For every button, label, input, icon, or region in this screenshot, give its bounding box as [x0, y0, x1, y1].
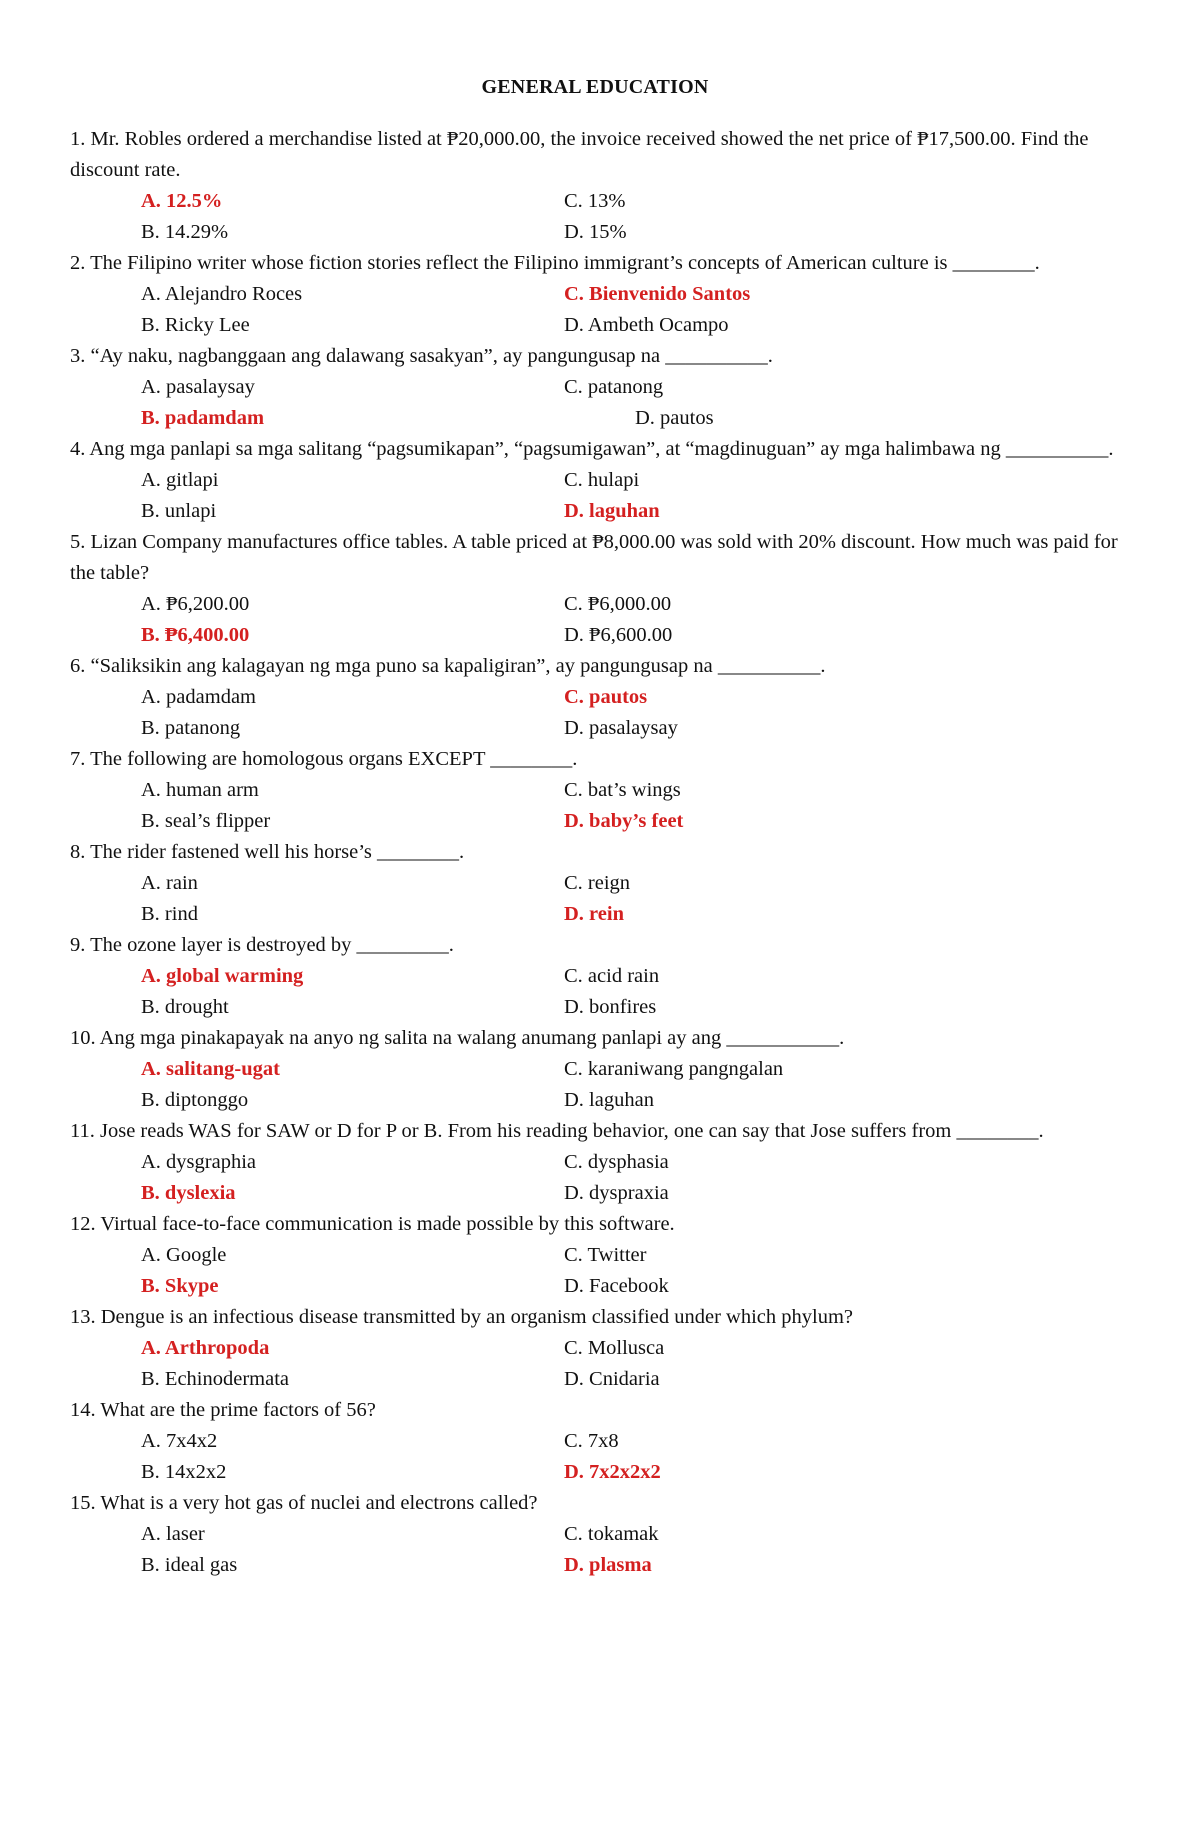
option-c: C. 7x8 — [564, 1430, 619, 1452]
question-text: 2. The Filipino writer whose fiction stories reflect the Filipino immigrant’s concepts of American culture is ________. — [70, 252, 1040, 274]
option-b: B. unlapi — [141, 500, 217, 522]
question-text: 1. Mr. Robles ordered a merchandise listed at ₱20,000.00, the invoice received showed the net price of ₱17,500.00. Find the discount rate. — [70, 128, 1089, 181]
option-c: C. dysphasia — [564, 1151, 669, 1173]
option-b-correct: B. ₱6,400.00 — [141, 624, 250, 646]
option-d: D. ₱6,600.00 — [564, 624, 673, 646]
answer-options — [70, 961, 1120, 1023]
option-a: A. Google — [141, 1244, 227, 1266]
option-c: C. Mollusca — [564, 1337, 665, 1359]
option-a: A. ₱6,200.00 — [141, 593, 250, 615]
question-8 — [70, 837, 1120, 930]
question-list — [70, 124, 1120, 1581]
option-a: A. pasalaysay — [141, 376, 255, 398]
option-b-correct: B. dyslexia — [141, 1182, 236, 1204]
question-9 — [70, 930, 1120, 1023]
option-d: D. Ambeth Ocampo — [564, 314, 729, 336]
option-d: D. dyspraxia — [564, 1182, 669, 1204]
option-d: D. Facebook — [564, 1275, 669, 1297]
option-a: A. 7x4x2 — [141, 1430, 218, 1452]
option-d: D. pasalaysay — [564, 717, 678, 739]
option-b: B. Ricky Lee — [141, 314, 250, 336]
question-13 — [70, 1302, 1120, 1395]
option-b-correct: B. padamdam — [141, 407, 265, 429]
answer-options — [70, 1426, 1120, 1488]
question-7 — [70, 744, 1120, 837]
answer-options — [70, 682, 1120, 744]
option-c: C. reign — [564, 872, 631, 894]
option-c: C. patanong — [564, 376, 664, 398]
answer-options — [70, 1240, 1120, 1302]
question-text: 8. The rider fastened well his horse’s ________. — [70, 841, 465, 863]
answer-options — [70, 1147, 1120, 1209]
option-b: B. rind — [141, 903, 198, 925]
option-a: A. human arm — [141, 779, 259, 801]
option-b: B. Echinodermata — [141, 1368, 290, 1390]
question-3 — [70, 341, 1120, 434]
question-text: 5. Lizan Company manufactures office tables. A table priced at ₱8,000.00 was sold with 20% discount. How much was paid for the table? — [70, 531, 1118, 584]
option-c: C. ₱6,000.00 — [564, 593, 672, 615]
option-d-correct: D. laguhan — [564, 500, 660, 522]
option-b: B. ideal gas — [141, 1554, 238, 1576]
option-a-correct: A. 12.5% — [141, 190, 223, 212]
option-c: C. tokamak — [564, 1523, 659, 1545]
option-a: A. laser — [141, 1523, 205, 1545]
question-10 — [70, 1023, 1120, 1116]
answer-options — [70, 1054, 1120, 1116]
option-c: C. 13% — [564, 190, 626, 212]
option-d-correct: D. baby’s feet — [564, 810, 684, 832]
option-b-correct: B. Skype — [141, 1275, 219, 1297]
question-text: 6. “Saliksikin ang kalagayan ng mga puno sa kapaligiran”, ay pangungusap na __________. — [70, 655, 826, 677]
option-a: A. gitlapi — [141, 469, 219, 491]
answer-options — [70, 372, 1120, 434]
question-5 — [70, 527, 1120, 651]
answer-options — [70, 186, 1120, 248]
option-d: D. 15% — [564, 221, 627, 243]
option-a: A. rain — [141, 872, 198, 894]
question-text: 10. Ang mga pinakapayak na anyo ng salita na walang anumang panlapi ay ang ___________. — [70, 1027, 845, 1049]
option-c: C. bat’s wings — [564, 779, 681, 801]
option-b: B. seal’s flipper — [141, 810, 271, 832]
question-text: 4. Ang mga panlapi sa mga salitang “pagsumikapan”, “pagsumigawan”, at “magdinuguan” ay mga halimbawa ng __________. — [70, 438, 1114, 460]
option-a: A. dysgraphia — [141, 1151, 257, 1173]
option-d-correct: D. plasma — [564, 1554, 652, 1576]
option-b: B. 14.29% — [141, 221, 229, 243]
option-a-correct: A. Arthropoda — [141, 1337, 270, 1359]
option-c: C. hulapi — [564, 469, 640, 491]
answer-options — [70, 1519, 1120, 1581]
option-c-correct: C. Bienvenido Santos — [564, 283, 751, 305]
option-d-correct: D. rein — [564, 903, 624, 925]
question-text: 3. “Ay naku, nagbanggaan ang dalawang sasakyan”, ay pangungusap na __________. — [70, 345, 773, 367]
option-b: B. 14x2x2 — [141, 1461, 227, 1483]
question-text: 14. What are the prime factors of 56? — [70, 1399, 376, 1421]
option-c: C. acid rain — [564, 965, 660, 987]
answer-options — [70, 279, 1120, 341]
question-2 — [70, 248, 1120, 341]
option-a: A. Alejandro Roces — [141, 283, 303, 305]
question-4 — [70, 434, 1120, 527]
answer-options — [70, 868, 1120, 930]
option-d-correct: D. 7x2x2x2 — [564, 1461, 661, 1483]
question-15 — [70, 1488, 1120, 1581]
option-b: B. patanong — [141, 717, 241, 739]
option-d: D. laguhan — [564, 1089, 654, 1111]
option-d: D. Cnidaria — [564, 1368, 660, 1390]
option-b: B. diptonggo — [141, 1089, 249, 1111]
question-text: 9. The ozone layer is destroyed by _________. — [70, 934, 454, 956]
option-a-correct: A. salitang-ugat — [141, 1058, 280, 1080]
question-text: 15. What is a very hot gas of nuclei and electrons called? — [70, 1492, 538, 1514]
answer-options — [70, 589, 1120, 651]
option-a: A. padamdam — [141, 686, 256, 708]
question-text: 11. Jose reads WAS for SAW or D for P or B. From his reading behavior, one can say that Jose suffers from ________. — [70, 1120, 1044, 1142]
option-d: D. pautos — [635, 407, 714, 429]
option-b: B. drought — [141, 996, 229, 1018]
question-text: 13. Dengue is an infectious disease transmitted by an organism classified under which phylum? — [70, 1306, 853, 1328]
question-text: 12. Virtual face-to-face communication is made possible by this software. — [70, 1213, 675, 1235]
question-6 — [70, 651, 1120, 744]
option-a-correct: A. global warming — [141, 965, 304, 987]
question-text: 7. The following are homologous organs EXCEPT ________. — [70, 748, 578, 770]
option-c-correct: C. pautos — [564, 686, 648, 708]
question-12 — [70, 1209, 1120, 1302]
answer-options — [70, 1333, 1120, 1395]
answer-options — [70, 775, 1120, 837]
question-1 — [70, 124, 1120, 248]
answer-options — [70, 465, 1120, 527]
option-c: C. Twitter — [564, 1244, 647, 1266]
option-d: D. bonfires — [564, 996, 657, 1018]
question-14 — [70, 1395, 1120, 1488]
question-11 — [70, 1116, 1120, 1209]
page-title: GENERAL EDUCATION — [481, 76, 709, 98]
option-c: C. karaniwang pangngalan — [564, 1058, 784, 1080]
